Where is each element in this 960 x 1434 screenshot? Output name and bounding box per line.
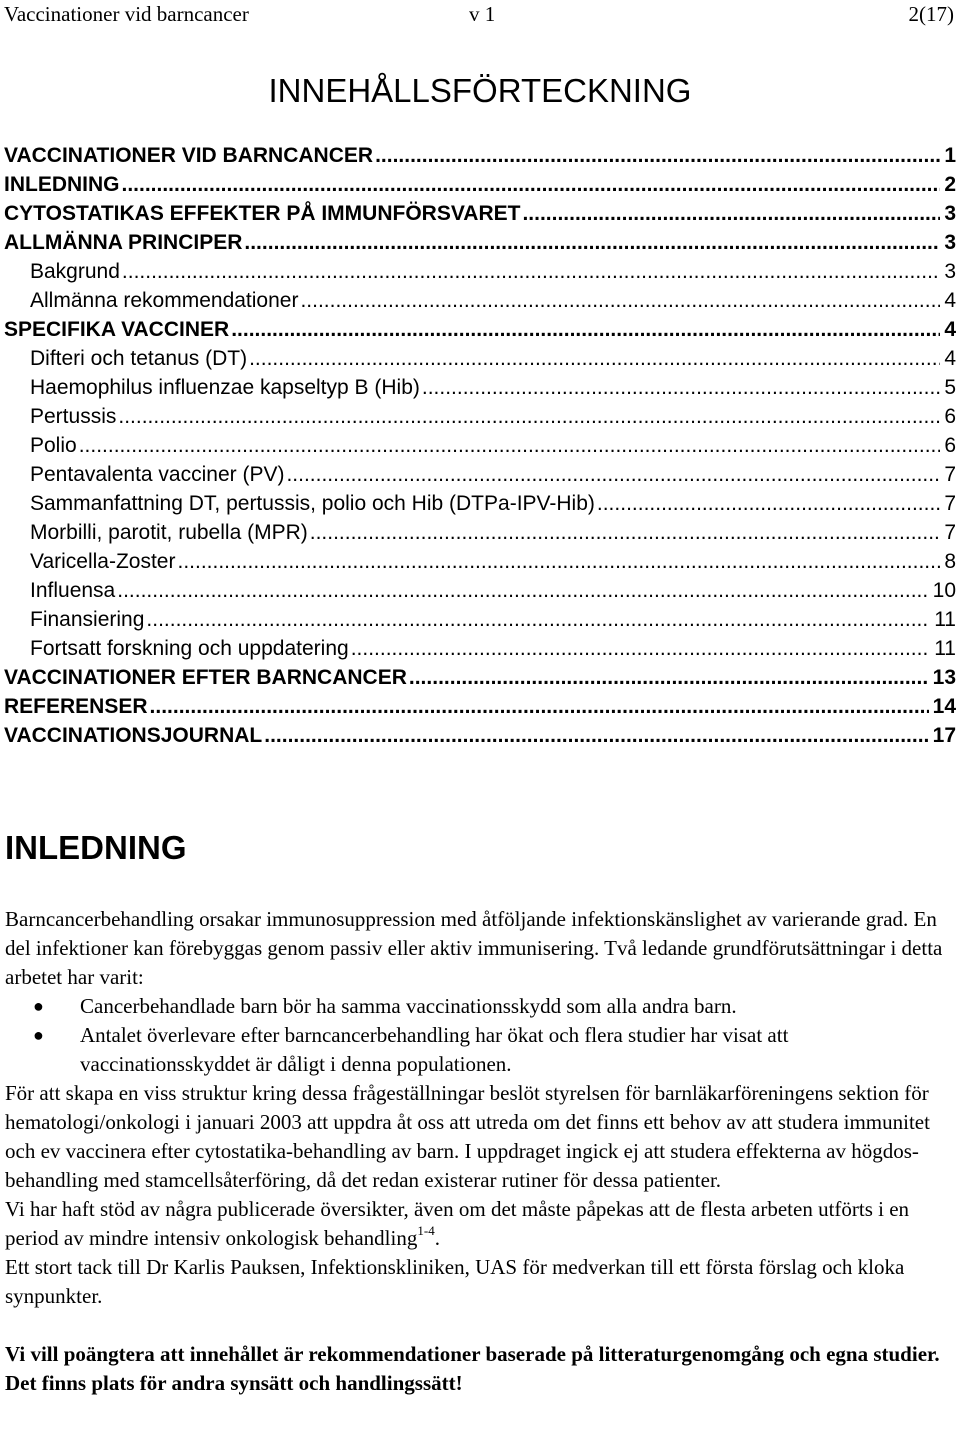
toc-dot-leader	[264, 721, 928, 750]
toc-entry[interactable]	[0, 170, 960, 199]
toc-entry-page: 14	[932, 695, 956, 718]
toc-entry-label: ALLMÄNNA PRINCIPER	[4, 231, 243, 254]
toc-dot-leader	[375, 141, 940, 170]
toc-dot-leader	[79, 431, 941, 460]
toc-entry[interactable]	[0, 199, 960, 228]
toc-dot-leader	[231, 315, 940, 344]
toc-entry-label: Morbilli, parotit, rubella (MPR)	[30, 521, 308, 544]
toc-dot-leader	[122, 257, 940, 286]
toc-entry-label: Difteri och tetanus (DT)	[30, 347, 248, 370]
toc-entry-label: CYTOSTATIKAS EFFEKTER PÅ IMMUNFÖRSVARET	[4, 202, 521, 225]
toc-entry[interactable]	[0, 663, 960, 692]
header-page-number: 2(17)	[908, 2, 954, 26]
toc-entry-page: 3	[944, 260, 956, 283]
toc-dot-leader	[422, 373, 940, 402]
toc-entry[interactable]	[0, 315, 960, 344]
closing-statement: Vi vill poängtera att innehållet är rekommendationer baserade på litteraturgenomgång och egna studier. Det finns plats för andra synsätt och handlingssätt!	[5, 1342, 940, 1395]
bullet-text: Antalet överlevare efter barncancerbehandling har ökat och flera studier har visat att vaccinationsskyddet är dåligt i denna populationen.	[80, 1023, 789, 1076]
toc-dot-leader	[300, 286, 940, 315]
toc-entry-label: Influensa	[30, 579, 116, 602]
toc-entry-page: 17	[932, 724, 956, 747]
section-body	[5, 905, 945, 1398]
toc-entry[interactable]	[0, 547, 960, 576]
toc-entry-label: Finansiering	[30, 608, 145, 631]
toc-entry-label: Pentavalenta vacciner (PV)	[30, 463, 285, 486]
toc-entry-label: Varicella-Zoster	[30, 550, 176, 573]
table-of-contents	[0, 141, 960, 750]
toc-dot-leader	[146, 605, 930, 634]
bullet-list	[5, 992, 945, 1079]
toc-entry[interactable]	[0, 286, 960, 315]
paragraph-references	[5, 1195, 945, 1253]
toc-title-text: INNEHÅLLSFÖRTECKNING	[268, 72, 692, 109]
toc-dot-leader	[310, 518, 941, 547]
toc-entry-page: 3	[944, 202, 956, 225]
toc-entry[interactable]	[0, 141, 960, 170]
toc-entry-page: 5	[944, 376, 956, 399]
toc-entry[interactable]	[0, 634, 960, 663]
toc-entry-label: Polio	[30, 434, 77, 457]
toc-dot-leader	[117, 576, 928, 605]
toc-entry-label: VACCINATIONER EFTER BARNCANCER	[4, 666, 407, 689]
toc-dot-leader	[244, 228, 940, 257]
toc-dot-leader	[597, 489, 940, 518]
bullet-icon: ●	[33, 996, 44, 1016]
toc-entry-label: Allmänna rekommendationer	[30, 289, 299, 312]
toc-entry[interactable]	[0, 605, 960, 634]
paragraph-references-text: Vi har haft stöd av några publicerade översikter, även om det måste påpekas att de flesta arbeten utförts i en period av mindre intensiv onkologisk behandling	[5, 1197, 910, 1250]
toc-entry[interactable]	[0, 489, 960, 518]
toc-entry-page: 6	[944, 434, 956, 457]
toc-dot-leader	[522, 199, 940, 228]
toc-entry-label: Bakgrund	[30, 260, 120, 283]
toc-entry-label: Sammanfattning DT, pertussis, polio och Hib (DTPa-IPV-Hib)	[30, 492, 595, 515]
toc-entry-page: 4	[944, 289, 956, 312]
toc-entry[interactable]	[0, 431, 960, 460]
toc-entry-page: 8	[944, 550, 956, 573]
toc-entry-label: Pertussis	[30, 405, 117, 428]
toc-entry[interactable]	[0, 460, 960, 489]
toc-title	[0, 72, 960, 110]
intro-paragraph: Barncancerbehandling orsakar immunosuppression med åtföljande infektionskänslighet av varierande grad. En del infektioner kan förebyggas genom passiv eller aktiv immunisering. Två ledande grundförutsättningar i detta arbetet har varit:	[5, 907, 943, 989]
toc-entry[interactable]	[0, 576, 960, 605]
toc-entry-page: 7	[944, 492, 956, 515]
toc-dot-leader	[118, 402, 940, 431]
bullet-item	[5, 1021, 945, 1079]
toc-entry-page: 6	[944, 405, 956, 428]
header-document-title: Vaccinationer vid barncancer	[4, 2, 249, 26]
toc-entry-page: 7	[944, 463, 956, 486]
toc-entry-page: 3	[944, 231, 956, 254]
paragraph-acknowledgement: Ett stort tack till Dr Karlis Pauksen, Infektionskliniken, UAS för medverkan till ett första förslag och kloka synpunkter.	[5, 1255, 905, 1308]
toc-dot-leader	[409, 663, 929, 692]
bullet-icon: ●	[33, 1025, 44, 1045]
toc-entry-page: 7	[944, 521, 956, 544]
toc-entry-page: 10	[932, 579, 956, 602]
toc-entry-label: VACCINATIONER VID BARNCANCER	[4, 144, 374, 167]
toc-dot-leader	[286, 460, 940, 489]
header-version: v 1	[469, 2, 496, 26]
toc-entry[interactable]	[0, 692, 960, 721]
toc-entry-page: 13	[932, 666, 956, 689]
toc-entry-label: Haemophilus influenzae kapseltyp B (Hib)	[30, 376, 420, 399]
toc-entry-label: VACCINATIONSJOURNAL	[4, 724, 263, 747]
toc-entry-page: 4	[944, 318, 956, 341]
toc-entry[interactable]	[0, 257, 960, 286]
toc-entry-page: 2	[944, 173, 956, 196]
paragraph-background: För att skapa en viss struktur kring dessa frågeställningar beslöt styrelsen för barnläkarföreningens sektion för hematologi/onkologi i januari 2003 att uppdra åt oss att utreda om det finns ett behov av att studera immunitet och ev vaccinera efter cytostatika-behandling av barn. I uppdraget ingick ej att studera effekterna av högdos-behandling med stamcellsåterföring, då det redan existerar rutiner för dessa patienter.	[5, 1081, 930, 1192]
toc-entry-page: 11	[934, 608, 956, 631]
toc-entry-page: 11	[934, 637, 956, 660]
toc-dot-leader	[122, 170, 941, 199]
toc-dot-leader	[150, 692, 929, 721]
section-heading: INLEDNING	[5, 829, 187, 866]
toc-entry[interactable]	[0, 402, 960, 431]
toc-entry-label: REFERENSER	[4, 695, 148, 718]
toc-entry-label: SPECIFIKA VACCINER	[4, 318, 230, 341]
toc-entry[interactable]	[0, 344, 960, 373]
toc-entry-label: Fortsatt forskning och uppdatering	[30, 637, 349, 660]
toc-entry[interactable]	[0, 373, 960, 402]
page-header	[0, 0, 960, 30]
toc-dot-leader	[351, 634, 931, 663]
paragraph-references-end: .	[434, 1226, 440, 1250]
toc-dot-leader	[249, 344, 940, 373]
bullet-item	[5, 992, 945, 1021]
toc-entry-page: 4	[944, 347, 956, 370]
toc-entry[interactable]	[0, 228, 960, 257]
bullet-text: Cancerbehandlade barn bör ha samma vaccinationsskydd som alla andra barn.	[80, 994, 737, 1018]
toc-entry-label: INLEDNING	[4, 173, 120, 196]
toc-entry-page: 1	[944, 144, 956, 167]
reference-superscript: 1-4	[417, 1223, 435, 1238]
toc-entry[interactable]	[0, 721, 960, 750]
toc-entry[interactable]	[0, 518, 960, 547]
toc-dot-leader	[177, 547, 940, 576]
